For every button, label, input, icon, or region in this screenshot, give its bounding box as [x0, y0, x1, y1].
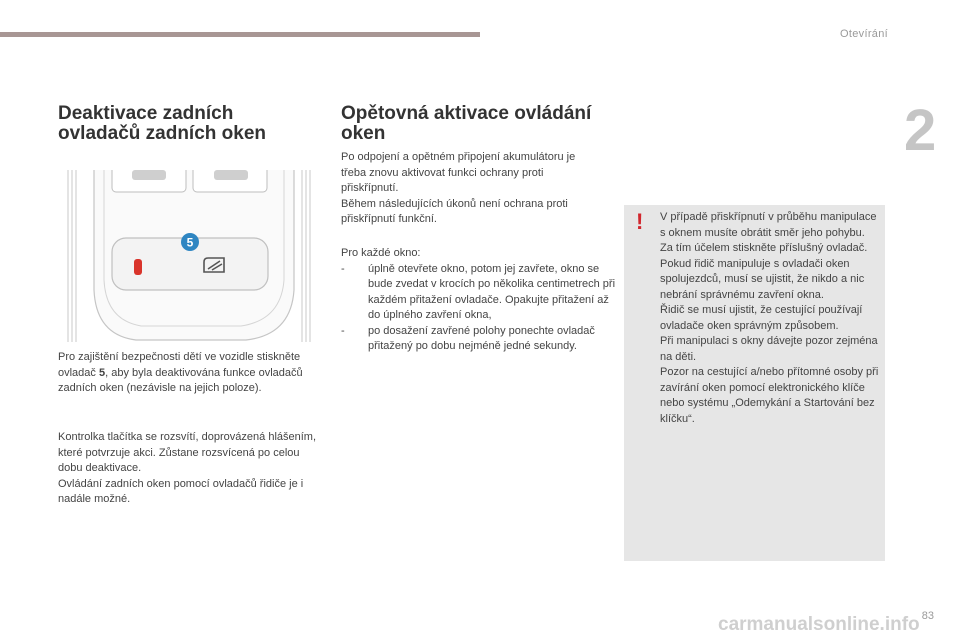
- section-title: Otevírání: [840, 28, 888, 40]
- watermark: carmanualsonline.info: [718, 614, 920, 635]
- warning-text: V případě přiskřípnutí v průběhu manipulace s oknem musíte obrátit směr jeho pohybu. Za tím účelem stiskněte příslušný ovladač. Pokud řidič manipuluje s ovladači oken spolujezdců, musí se ujistit, že nikdo a nic nebrání správnému zavření okna. Řidič se musí ujistit, že cestující používají ovladače oken správným způsobem. Při manipulaci s okny dávejte pozor zejména na děti. Pozor na cestující a/nebo přítomné osoby při zavírání oken pomocí elektronického klíče nebo systému „Odemykání a Startování bez klíčku“.: [660, 211, 879, 425]
- left-paragraph-1: Pro zajištění bezpečnosti dětí ve vozidle stiskněte ovladač 5, aby byla deaktivována funkce ovladačů zadních oken (nezávisle na jejich poloze).: [58, 351, 303, 394]
- window-switch-illustration: [66, 170, 312, 342]
- page-number: 83: [921, 610, 934, 622]
- svg-text:5: 5: [186, 235, 194, 250]
- left-paragraph-2: Kontrolka tlačítka se rozsvítí, doprovázená hlášením, které potvrzuje akci. Zůstane rozsvícená po celou dobu deaktivace. Ovládání zadních oken pomocí ovladačů řidiče je i nadále možné.: [58, 431, 317, 505]
- indicator-light: [134, 259, 142, 275]
- middle-steps: [341, 246, 621, 355]
- steps-intro: Pro každé okno:: [341, 247, 421, 259]
- header-bar: [0, 32, 480, 37]
- left-heading: Deaktivace zadních ovladačů zadních oken: [58, 103, 266, 144]
- exclamation-icon: !: [636, 209, 644, 234]
- list-item: - úplně otevřete okno, potom jej zavřete, okno se bude zvedat v krocích po několika centimetrech při každém přitažení ovladače. Opakujte přitažení až do úplného zavření okna,: [341, 262, 616, 321]
- chapter-number: 2: [904, 98, 937, 163]
- middle-paragraph-1: Po odpojení a opětném připojení akumulátoru je třeba znovu aktivovat funkci ochrany proti přiskřípnutí. Během následujících úkonů není ochrana proti přiskřípnutí funkční.: [341, 151, 576, 225]
- middle-heading: Opětovná aktivace ovládání oken: [341, 103, 592, 144]
- list-item: - po dosažení zavřené polohy ponechte ovladač přitažený po dobu nejméně jedné sekundy.: [341, 324, 595, 352]
